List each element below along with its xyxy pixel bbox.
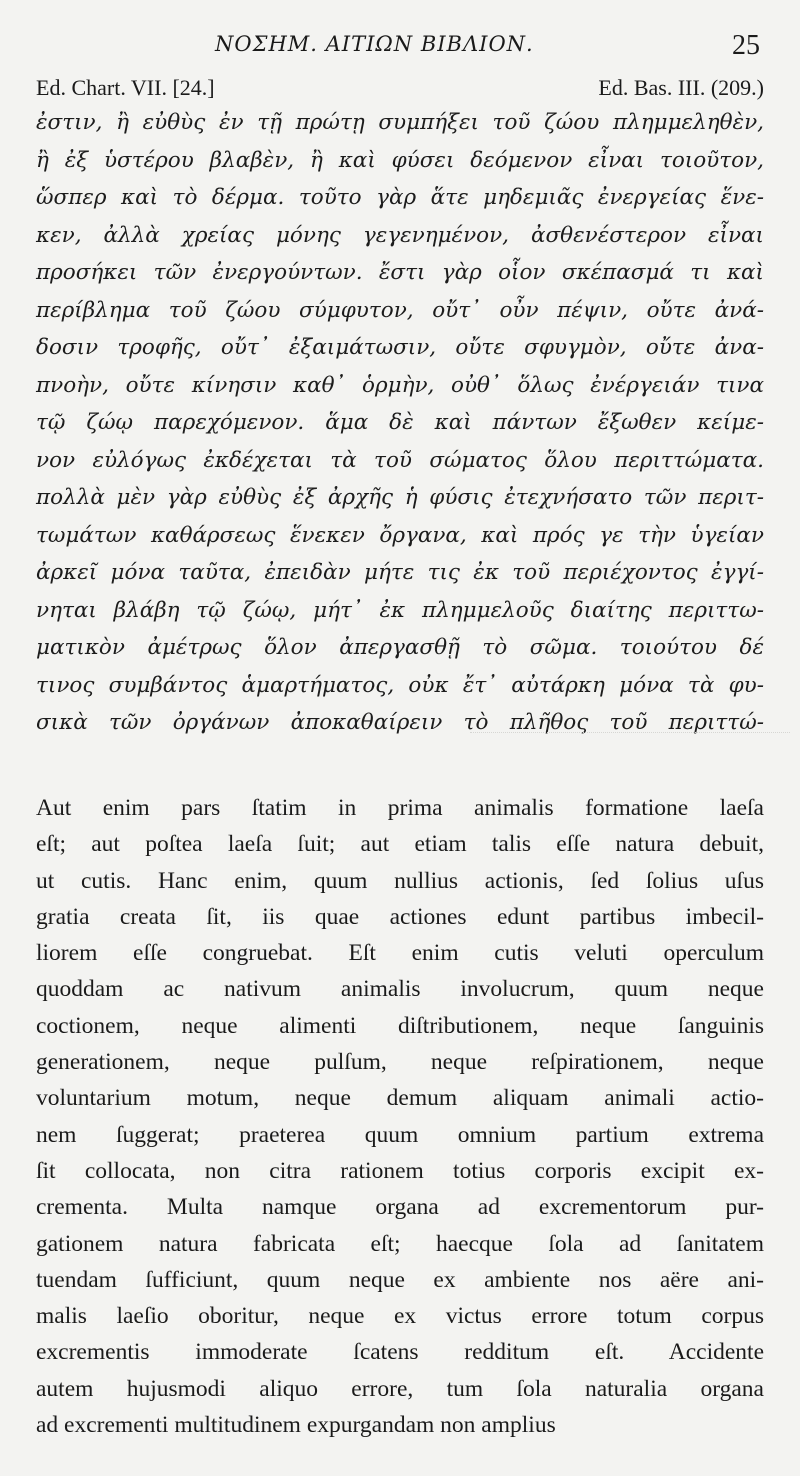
- greek-text-line: νον εὐλόγως ἐκδέχεται τὰ τοῦ σώματος ὅλου περιττώματα.: [36, 447, 764, 473]
- greek-text-line: ματικὸν ἀμέτρως ὅλον ἀπεργασθῇ τὸ σῶμα. τοιούτου δέ: [36, 635, 764, 660]
- greek-text-line: πνοὴν, οὔτε κίνησιν καθ᾽ ὁρμὴν, οὐθ᾽ ὅλως ἐνέργειάν τινα: [36, 372, 764, 398]
- greek-text-line: ἀρκεῖ μόνα ταῦτα, ἐπειδὰν μήτε τις ἐκ τοῦ περιέχοντος ἐγγί-: [36, 560, 764, 585]
- latin-text-block: [36, 790, 764, 1443]
- latin-text-line: crementa. Multa namque organa ad excrementorum pur-: [36, 1194, 764, 1221]
- running-head: [0, 30, 800, 66]
- greek-text-line: ὥσπερ καὶ τὸ δέρμα. τοῦτο γὰρ ἅτε μηδεμιᾶς ἐνεργείας ἕνε-: [36, 185, 764, 210]
- greek-text-line: τωμάτων καθάρσεως ἕνεκεν ὄργανα, καὶ πρός γε τὴν ὑγείαν: [36, 522, 764, 548]
- latin-text-line: liorem eſſe congruebat. Eſt enim cutis veluti operculum: [36, 940, 764, 967]
- latin-text-line: ſit collocata, non citra rationem totius corporis excipit ex-: [36, 1157, 764, 1184]
- latin-text-line: voluntarium motum, neque demum aliquam animali actio-: [36, 1085, 764, 1112]
- greek-text-line: περίβλημα τοῦ ζώου σύμφυτον, οὔτ᾽ οὖν πέψιν, οὔτε ἀνά-: [36, 297, 764, 323]
- latin-text-line: ad excrementi multitudinem expurgandam non amplius: [36, 1412, 556, 1439]
- latin-text-line: nem ſuggerat; praeterea quum omnium partium extrema: [36, 1121, 764, 1148]
- greek-text-line: προσήκει τῶν ἐνεργούντων. ἔστι γὰρ οἷον σκέπασμά τι καὶ: [36, 260, 764, 285]
- show-through-mark: [470, 732, 790, 747]
- greek-text-line: ἢ ἐξ ὑστέρου βλαβὲν, ἢ καὶ φύσει δεόμενον εἶναι τοιοῦτον,: [36, 147, 764, 173]
- latin-text-line: gationem natura fabricata eſt; haecque ſola ad ſanitatem: [36, 1230, 764, 1257]
- greek-text-block: [36, 104, 764, 742]
- edition-reference-basel: Ed. Bas. III. (209.): [598, 75, 764, 100]
- latin-text-line: gratia creata ſit, iis quae actiones edunt partibus imbecil-: [36, 903, 764, 930]
- edition-reference-chartier: Ed. Chart. VII. [24.]: [36, 75, 215, 100]
- running-title: ΝΟΣΗΜ. ΑΙΤΙΩΝ ΒΙΒΛΙΟΝ.: [215, 32, 534, 56]
- page-number: 25: [732, 30, 760, 61]
- latin-text-line: autem hujusmodi aliquo errore, tum ſola naturalia organa: [36, 1375, 764, 1402]
- greek-text-line: σικὰ τῶν ὀργάνων ἀποκαθαίρειν τὸ πλῆθος τοῦ περιττώ-: [36, 710, 764, 735]
- latin-text-line: quoddam ac nativum animalis involucrum, quum neque: [36, 976, 764, 1003]
- latin-text-line: coctionem, neque alimenti diſtributionem, neque ſanguinis: [36, 1012, 764, 1039]
- latin-text-line: Aut enim pars ſtatim in prima animalis formatione laeſa: [36, 795, 764, 821]
- latin-text-line: generationem, neque pulſum, neque reſpirationem, neque: [36, 1049, 764, 1076]
- edition-reference-line: [36, 75, 764, 105]
- greek-text-line: τῷ ζώῳ παρεχόμενον. ἅμα δὲ καὶ πάντων ἔξωθεν κείμε-: [36, 410, 764, 435]
- greek-text-line: ἐστιν, ἢ εὐθὺς ἐν τῇ πρώτῃ συμπήξει τοῦ ζώου πλημμεληθὲν,: [36, 110, 764, 135]
- greek-text-line: πολλὰ μὲν γὰρ εὐθὺς ἐξ ἀρχῆς ἡ φύσις ἐτεχνήσατο τῶν περιτ-: [36, 485, 764, 510]
- latin-text-line: excrementis immoderate ſcatens redditum eſt. Accidente: [36, 1339, 764, 1366]
- latin-text-line: tuendam ſufficiunt, quum neque ex ambiente nos aëre ani-: [36, 1266, 764, 1293]
- latin-text-line: malis laeſio oboritur, neque ex victus errore totum corpus: [36, 1303, 764, 1330]
- greek-text-line: δοσιν τροφῆς, οὔτ᾽ ἐξαιμάτωσιν, οὔτε σφυγμὸν, οὔτε ἀνα-: [36, 335, 764, 360]
- greek-text-line: νηται βλάβη τῷ ζώῳ, μήτ᾽ ἐκ πλημμελοῦς διαίτης περιττω-: [36, 597, 764, 623]
- greek-text-line: τινος συμβάντος ἁμαρτήματος, οὐκ ἔτ᾽ αὐτάρκη μόνα τὰ φυ-: [36, 672, 764, 698]
- latin-text-line: ut cutis. Hanc enim, quum nullius actionis, ſed ſolius uſus: [36, 867, 764, 894]
- latin-text-line: eſt; aut poſtea laeſa ſuit; aut etiam talis eſſe natura debuit,: [36, 831, 764, 858]
- greek-text-line: κεν, ἀλλὰ χρείας μόνης γεγενημένον, ἀσθενέστερον εἶναι: [36, 222, 764, 248]
